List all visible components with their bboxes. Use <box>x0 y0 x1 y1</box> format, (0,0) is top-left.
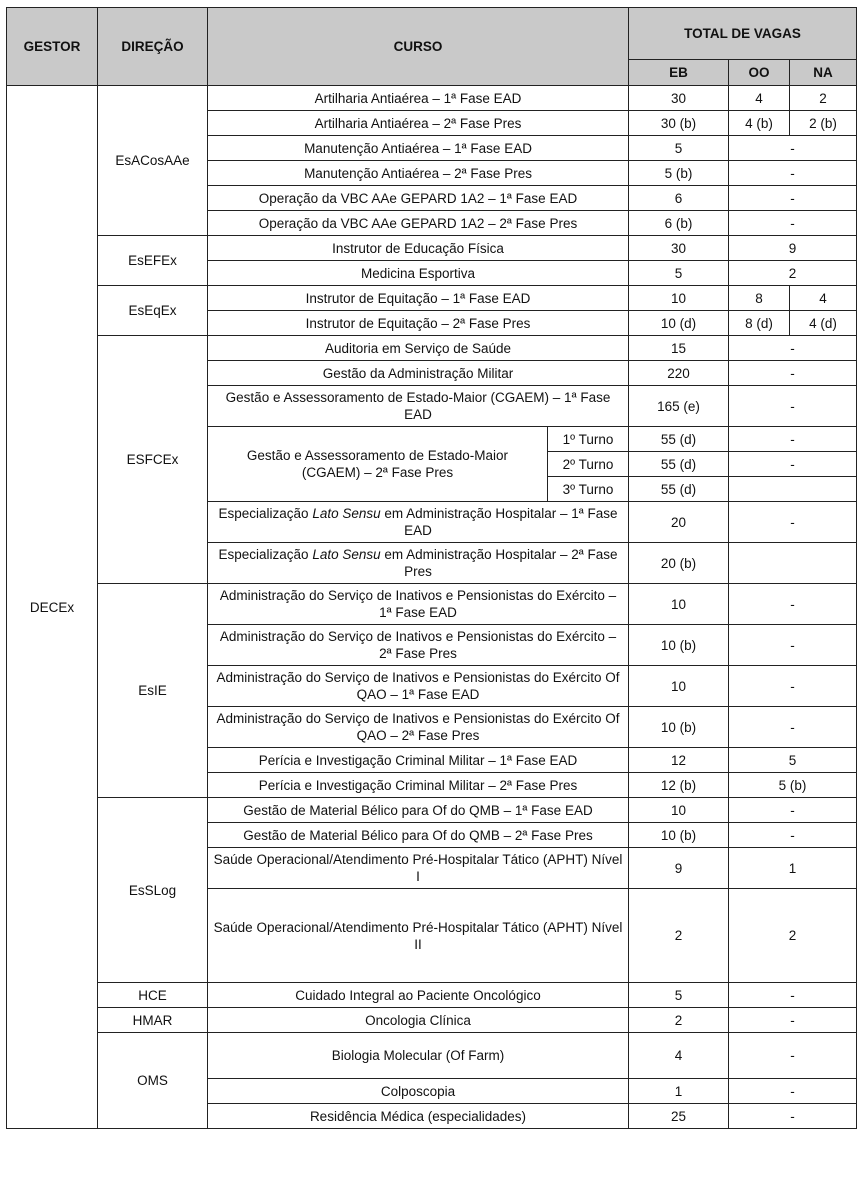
oona-cell: - <box>729 625 857 666</box>
eb-cell: 25 <box>629 1104 729 1129</box>
oo-cell: 8 <box>729 286 790 311</box>
eb-cell: 55 (d) <box>629 452 729 477</box>
na-cell: 4 <box>790 286 857 311</box>
curso-cell: Administração do Serviço de Inativos e Pensionistas do Exército Of QAO – 2ª Fase Pres <box>208 707 629 748</box>
curso-cell: Artilharia Antiaérea – 2ª Fase Pres <box>208 111 629 136</box>
oona-cell: 9 <box>729 236 857 261</box>
oona-cell: - <box>729 452 857 477</box>
oona-cell: 1 <box>729 848 857 889</box>
header-curso: CURSO <box>208 8 629 86</box>
eb-cell: 5 <box>629 983 729 1008</box>
header-oo: OO <box>729 60 790 86</box>
curso-text-italic: Lato Sensu <box>312 547 381 562</box>
curso-cell: Administração do Serviço de Inativos e Pensionistas do Exército Of QAO – 1ª Fase EAD <box>208 666 629 707</box>
curso-cell: Oncologia Clínica <box>208 1008 629 1033</box>
oona-cell: - <box>729 1033 857 1079</box>
curso-cell: Biologia Molecular (Of Farm) <box>208 1033 629 1079</box>
oona-cell: - <box>729 798 857 823</box>
curso-text: Especialização <box>218 506 313 521</box>
oona-cell <box>729 477 857 502</box>
eb-cell: 5 <box>629 136 729 161</box>
oona-cell <box>729 543 857 584</box>
curso-cell: Colposcopia <box>208 1079 629 1104</box>
oona-cell: 5 <box>729 748 857 773</box>
eb-cell: 20 (b) <box>629 543 729 584</box>
oona-cell: - <box>729 427 857 452</box>
turno-cell: 3º Turno <box>548 477 629 502</box>
oo-cell: 4 <box>729 86 790 111</box>
curso-cell: Cuidado Integral ao Paciente Oncológico <box>208 983 629 1008</box>
oona-cell: - <box>729 1079 857 1104</box>
oo-cell: 8 (d) <box>729 311 790 336</box>
oona-cell: 2 <box>729 889 857 983</box>
oona-cell: - <box>729 336 857 361</box>
curso-cell: Instrutor de Equitação – 2ª Fase Pres <box>208 311 629 336</box>
eb-cell: 30 <box>629 86 729 111</box>
eb-cell: 20 <box>629 502 729 543</box>
oona-cell: - <box>729 1008 857 1033</box>
curso-text-italic: Lato Sensu <box>312 506 381 521</box>
turno-cell: 1º Turno <box>548 427 629 452</box>
curso-text: Especialização <box>218 547 313 562</box>
eb-cell: 30 <box>629 236 729 261</box>
direcao-esie: EsIE <box>98 584 208 798</box>
curso-cell: Instrutor de Educação Física <box>208 236 629 261</box>
curso-text: em Administração Hospitalar – 2ª Fase Pres <box>380 547 618 579</box>
eb-cell: 2 <box>629 1008 729 1033</box>
eb-cell: 10 (d) <box>629 311 729 336</box>
eb-cell: 55 (d) <box>629 427 729 452</box>
eb-cell: 10 (b) <box>629 707 729 748</box>
curso-cell: Operação da VBC AAe GEPARD 1A2 – 2ª Fase Pres <box>208 211 629 236</box>
curso-cell <box>208 543 629 584</box>
eb-cell: 4 <box>629 1033 729 1079</box>
curso-cell: Manutenção Antiaérea – 2ª Fase Pres <box>208 161 629 186</box>
header-total-vagas: TOTAL DE VAGAS <box>629 8 857 60</box>
header-gestor: GESTOR <box>7 8 98 86</box>
header-direcao: DIREÇÃO <box>98 8 208 86</box>
oona-cell: - <box>729 386 857 427</box>
curso-cell: Auditoria em Serviço de Saúde <box>208 336 629 361</box>
oona-cell: - <box>729 136 857 161</box>
eb-cell: 10 <box>629 584 729 625</box>
eb-cell: 55 (d) <box>629 477 729 502</box>
oona-cell: - <box>729 211 857 236</box>
eb-cell: 5 <box>629 261 729 286</box>
curso-cell: Gestão da Administração Militar <box>208 361 629 386</box>
eb-cell: 10 (b) <box>629 625 729 666</box>
eb-cell: 10 <box>629 666 729 707</box>
eb-cell: 15 <box>629 336 729 361</box>
na-cell: 2 <box>790 86 857 111</box>
curso-cell: Gestão e Assessoramento de Estado-Maior (CGAEM) – 1ª Fase EAD <box>208 386 629 427</box>
oona-cell: - <box>729 361 857 386</box>
oona-cell: - <box>729 666 857 707</box>
curso-cell: Administração do Serviço de Inativos e Pensionistas do Exército – 2ª Fase Pres <box>208 625 629 666</box>
curso-cell: Perícia e Investigação Criminal Militar – 1ª Fase EAD <box>208 748 629 773</box>
direcao-esefex: EsEFEx <box>98 236 208 286</box>
curso-text: em Administração Hospitalar – 1ª Fase EAD <box>380 506 618 538</box>
eb-cell: 12 <box>629 748 729 773</box>
header-eb: EB <box>629 60 729 86</box>
turno-cell: 2º Turno <box>548 452 629 477</box>
eb-cell: 9 <box>629 848 729 889</box>
curso-cell: Administração do Serviço de Inativos e Pensionistas do Exército – 1ª Fase EAD <box>208 584 629 625</box>
eb-cell: 12 (b) <box>629 773 729 798</box>
eb-cell: 2 <box>629 889 729 983</box>
eb-cell: 165 (e) <box>629 386 729 427</box>
curso-cell: Saúde Operacional/Atendimento Pré-Hospitalar Tático (APHT) Nível II <box>208 889 629 983</box>
curso-cell: Medicina Esportiva <box>208 261 629 286</box>
na-cell: 4 (d) <box>790 311 857 336</box>
eb-cell: 5 (b) <box>629 161 729 186</box>
curso-cell: Instrutor de Equitação – 1ª Fase EAD <box>208 286 629 311</box>
oona-cell: - <box>729 823 857 848</box>
direcao-esslog: EsSLog <box>98 798 208 983</box>
oona-cell: - <box>729 502 857 543</box>
direcao-eseqex: EsEqEx <box>98 286 208 336</box>
curso-cell: Gestão e Assessoramento de Estado-Maior (CGAEM) – 2ª Fase Pres <box>208 427 548 502</box>
eb-cell: 220 <box>629 361 729 386</box>
curso-cell: Residência Médica (especialidades) <box>208 1104 629 1129</box>
direcao-oms: OMS <box>98 1033 208 1129</box>
curso-cell: Manutenção Antiaérea – 1ª Fase EAD <box>208 136 629 161</box>
na-cell: 2 (b) <box>790 111 857 136</box>
oo-cell: 4 (b) <box>729 111 790 136</box>
direcao-hce: HCE <box>98 983 208 1008</box>
eb-cell: 10 <box>629 798 729 823</box>
eb-cell: 1 <box>629 1079 729 1104</box>
vagas-table <box>6 7 857 1129</box>
oona-cell: - <box>729 584 857 625</box>
gestor-cell: DECEx <box>7 86 98 1129</box>
header-na: NA <box>790 60 857 86</box>
eb-cell: 10 <box>629 286 729 311</box>
eb-cell: 6 <box>629 186 729 211</box>
direcao-esacosaae: EsACosAAe <box>98 86 208 236</box>
direcao-hmar: HMAR <box>98 1008 208 1033</box>
curso-cell: Gestão de Material Bélico para Of do QMB – 2ª Fase Pres <box>208 823 629 848</box>
curso-cell: Gestão de Material Bélico para Of do QMB – 1ª Fase EAD <box>208 798 629 823</box>
oona-cell: 5 (b) <box>729 773 857 798</box>
eb-cell: 10 (b) <box>629 823 729 848</box>
curso-cell: Perícia e Investigação Criminal Militar – 2ª Fase Pres <box>208 773 629 798</box>
curso-cell <box>208 502 629 543</box>
oona-cell: - <box>729 161 857 186</box>
oona-cell: - <box>729 186 857 211</box>
curso-cell: Artilharia Antiaérea – 1ª Fase EAD <box>208 86 629 111</box>
eb-cell: 30 (b) <box>629 111 729 136</box>
oona-cell: - <box>729 983 857 1008</box>
oona-cell: - <box>729 1104 857 1129</box>
oona-cell: 2 <box>729 261 857 286</box>
curso-cell: Saúde Operacional/Atendimento Pré-Hospitalar Tático (APHT) Nível I <box>208 848 629 889</box>
eb-cell: 6 (b) <box>629 211 729 236</box>
curso-cell: Operação da VBC AAe GEPARD 1A2 – 1ª Fase EAD <box>208 186 629 211</box>
oona-cell: - <box>729 707 857 748</box>
direcao-esfcex: ESFCEx <box>98 336 208 584</box>
